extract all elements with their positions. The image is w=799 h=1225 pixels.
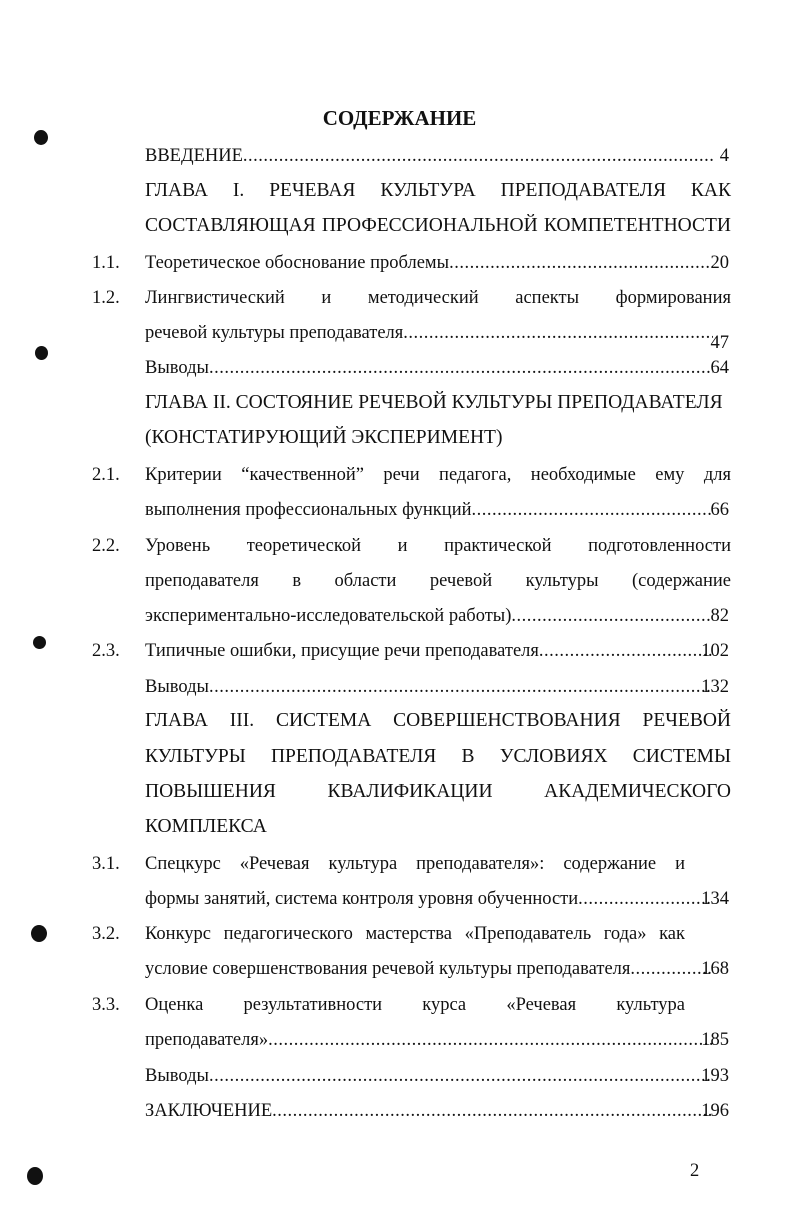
punch-hole-mark: [31, 925, 47, 942]
toc-entry-2-1: [145, 494, 731, 526]
page-ref: 185: [701, 1030, 729, 1050]
toc-entry-1-2: [145, 317, 731, 349]
entry-text: условие совершенствования речевой культуры преподавателя: [145, 959, 631, 979]
toc-title: СОДЕРЖАНИЕ: [322, 106, 477, 130]
page-ref: 20: [710, 253, 729, 273]
section-number: 3.3.: [92, 995, 120, 1015]
chapter-3-heading-line-2: КУЛЬТУРЫ ПРЕПОДАВАТЕЛЯ В УСЛОВИЯХ СИСТЕМЫ: [145, 746, 731, 767]
dot-leader: [209, 352, 713, 384]
toc-entry-2-2-line-2: преподавателя в области речевой культуры (содержание: [145, 571, 731, 591]
chapter-3-heading-line-1: ГЛАВА III. СИСТЕМА СОВЕРШЕНСТВОВАНИЯ РЕЧЕВОЙ: [145, 710, 731, 731]
page-ref: 168: [701, 959, 729, 979]
page-ref: 47: [710, 333, 729, 353]
page-ref: 196: [701, 1101, 729, 1121]
dot-leader: [243, 140, 713, 172]
dot-leader: [449, 247, 713, 279]
section-number: 2.3.: [92, 641, 120, 661]
entry-text: речевой культуры преподавателя: [145, 323, 404, 343]
toc-entry-3-3: [145, 1024, 731, 1056]
section-number: 3.2.: [92, 924, 120, 944]
entry-text: экспериментально-исследовательской работы): [145, 606, 512, 626]
toc-entry-conclusions-3: [145, 1060, 731, 1092]
entry-text: ВВЕДЕНИЕ: [145, 146, 243, 166]
punch-hole-mark: [34, 130, 48, 145]
chapter-3-heading-line-3: ПОВЫШЕНИЯ КВАЛИФИКАЦИИ АКАДЕМИЧЕСКОГО: [145, 781, 731, 802]
entry-text: Теоретическое обоснование проблемы: [145, 253, 450, 273]
toc-entry-introduction: [145, 140, 731, 172]
page-ref: 4: [719, 146, 729, 166]
punch-hole-mark: [33, 636, 46, 649]
toc-entry-2-1-line-1: Критерии “качественной” речи педагога, необходимые ему для: [145, 465, 731, 485]
toc-entry-3-3-line-1: Оценка результативности курса «Речевая культура: [145, 995, 685, 1015]
toc-entry-3-2-line-1: Конкурс педагогического мастерства «Преподаватель года» как: [145, 924, 685, 944]
punch-hole-mark: [27, 1167, 43, 1185]
entry-text: выполнения профессиональных функций: [145, 500, 472, 520]
page-ref: 193: [701, 1066, 729, 1086]
section-number: 3.1.: [92, 854, 120, 874]
entry-text: Выводы: [145, 677, 209, 697]
entry-text: ЗАКЛЮЧЕНИЕ: [145, 1101, 273, 1121]
toc-entry-3-1-line-1: Спецкурс «Речевая культура преподавателя»: содержание и: [145, 854, 685, 874]
entry-text: преподавателя»: [145, 1030, 269, 1050]
section-number: 1.1.: [92, 253, 120, 273]
page-ref: 66: [710, 500, 729, 520]
toc-entry-2-2-line-1: Уровень теоретической и практической подготовленности: [145, 536, 731, 556]
dot-leader: [209, 1060, 713, 1092]
toc-entry-conclusions-2: [145, 671, 731, 703]
chapter-2-heading-line-1: ГЛАВА II. СОСТОЯНИЕ РЕЧЕВОЙ КУЛЬТУРЫ ПРЕПОДАВАТЕЛЯ: [145, 392, 723, 413]
entry-text: Типичные ошибки, присущие речи преподавателя: [145, 641, 539, 661]
entry-text: формы занятий, система контроля уровня обученности: [145, 889, 579, 909]
section-number: 2.2.: [92, 536, 120, 556]
page-ref: 102: [701, 641, 729, 661]
page-ref: 134: [701, 889, 729, 909]
section-number: 1.2.: [92, 288, 120, 308]
punch-hole-mark: [35, 346, 48, 360]
chapter-3-heading-line-4: КОМПЛЕКСА: [145, 816, 267, 837]
page-ref: 82: [710, 606, 729, 626]
toc-entry-final-conclusion: [145, 1095, 731, 1127]
dot-leader: [403, 317, 713, 349]
toc-entry-2-2: [145, 600, 731, 632]
dot-leader: [268, 1024, 713, 1056]
toc-entry-3-2: [145, 953, 731, 985]
page-ref: 132: [701, 677, 729, 697]
chapter-1-heading-line-1: ГЛАВА I. РЕЧЕВАЯ КУЛЬТУРА ПРЕПОДАВАТЕЛЯ КАК: [145, 180, 731, 201]
dot-leader: [209, 671, 713, 703]
chapter-2-heading-line-2: (КОНСТАТИРУЮЩИЙ ЭКСПЕРИМЕНТ): [145, 427, 503, 448]
chapter-1-heading-line-2: СОСТАВЛЯЮЩАЯ ПРОФЕССИОНАЛЬНОЙ КОМПЕТЕНТНОСТИ: [145, 215, 731, 236]
toc-entry-1-1: [145, 247, 731, 279]
toc-entry-3-1: [145, 883, 731, 915]
toc-entry-1-2-line-1: Лингвистический и методический аспекты формирования: [145, 288, 731, 308]
toc-entry-conclusions-1: [145, 352, 731, 384]
toc-entry-2-3: [145, 635, 731, 667]
entry-text: Выводы: [145, 358, 209, 378]
entry-text: Выводы: [145, 1066, 209, 1086]
page-number: 2: [690, 1161, 700, 1181]
dot-leader: [272, 1095, 713, 1127]
dot-leader: [472, 494, 714, 526]
section-number: 2.1.: [92, 465, 120, 485]
page-ref: 64: [710, 358, 729, 378]
